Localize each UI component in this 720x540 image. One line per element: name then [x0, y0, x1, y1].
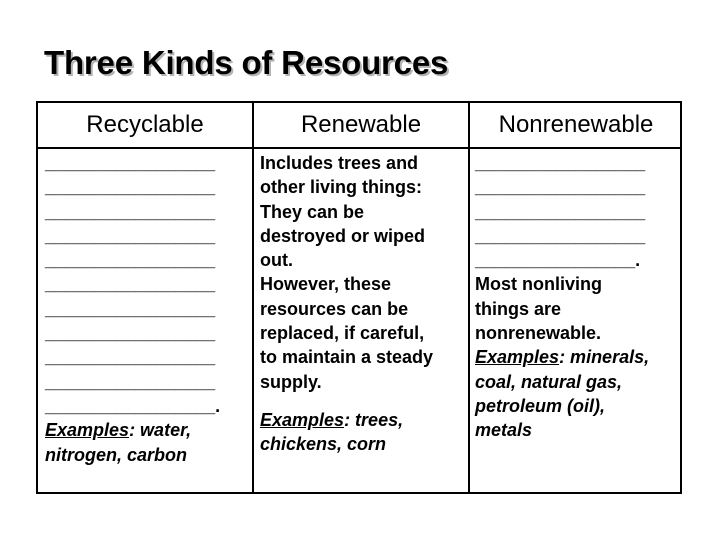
fill-in-blank: _________________: [45, 225, 216, 246]
description-line: They can be: [260, 201, 365, 222]
examples-line: nitrogen, carbon: [45, 444, 188, 465]
description-line: out.: [260, 250, 293, 271]
column-divider-2: [468, 103, 470, 492]
examples-line: [45, 418, 250, 442]
header-nonrenewable: Nonrenewable: [498, 111, 654, 138]
fill-in-blank: _________________: [45, 371, 216, 392]
description-line: nonrenewable.: [475, 323, 602, 344]
fill-in-blank: _________________: [45, 201, 216, 222]
spacer: [260, 394, 465, 408]
examples-label: Examples: [475, 347, 560, 368]
examples-label: Examples: [260, 409, 345, 430]
description-line: replaced, if careful,: [260, 323, 425, 344]
fill-in-blank: _________________: [45, 153, 216, 173]
examples-text: : minerals,: [559, 347, 650, 368]
examples-line: petroleum (oil),: [475, 395, 605, 416]
description-line: Includes trees and: [260, 153, 419, 173]
fill-in-blank: _________________: [475, 177, 646, 198]
description-line: resources can be: [260, 298, 409, 319]
renewable-cell: [260, 151, 465, 457]
column-divider-1: [252, 103, 254, 492]
examples-line: [475, 345, 680, 369]
fill-in-blank: _________________: [45, 274, 216, 295]
fill-in-blank: _________________: [45, 177, 216, 198]
fill-in-blank: _________________: [45, 323, 216, 344]
nonrenewable-cell: [475, 151, 680, 443]
description-line: However, these: [260, 274, 392, 295]
examples-label: Examples: [45, 420, 130, 441]
description-line: destroyed or wiped: [260, 225, 426, 246]
fill-in-blank: _________________: [475, 201, 646, 222]
fill-in-blank: _________________: [475, 153, 646, 173]
examples-text: : water,: [129, 420, 192, 441]
examples-text: : trees,: [344, 409, 404, 430]
description-line: other living things:: [260, 177, 422, 198]
header-recyclable: Recyclable: [86, 111, 204, 138]
description-line: to maintain a steady: [260, 347, 434, 368]
fill-in-blank: _________________: [45, 250, 216, 271]
recyclable-cell: [45, 151, 250, 467]
fill-in-blank: _________________: [45, 298, 216, 319]
examples-line: coal, natural gas,: [475, 371, 623, 392]
examples-line: [260, 408, 465, 432]
description-line: things are: [475, 298, 562, 319]
fill-in-blank: _________________: [475, 225, 646, 246]
header-renewable: Renewable: [300, 111, 422, 138]
header-divider: [38, 147, 680, 149]
fill-in-blank: _________________.: [45, 395, 221, 416]
description-line: Most nonliving: [475, 274, 602, 295]
examples-line: chickens, corn: [260, 434, 387, 455]
description-line: supply.: [260, 371, 322, 392]
resources-table: [36, 101, 682, 494]
fill-in-blank: _________________: [45, 347, 216, 368]
fill-in-blank: ________________.: [475, 250, 641, 271]
examples-line: metals: [475, 420, 533, 441]
slide-title: Three Kinds of Resources: [44, 44, 449, 81]
